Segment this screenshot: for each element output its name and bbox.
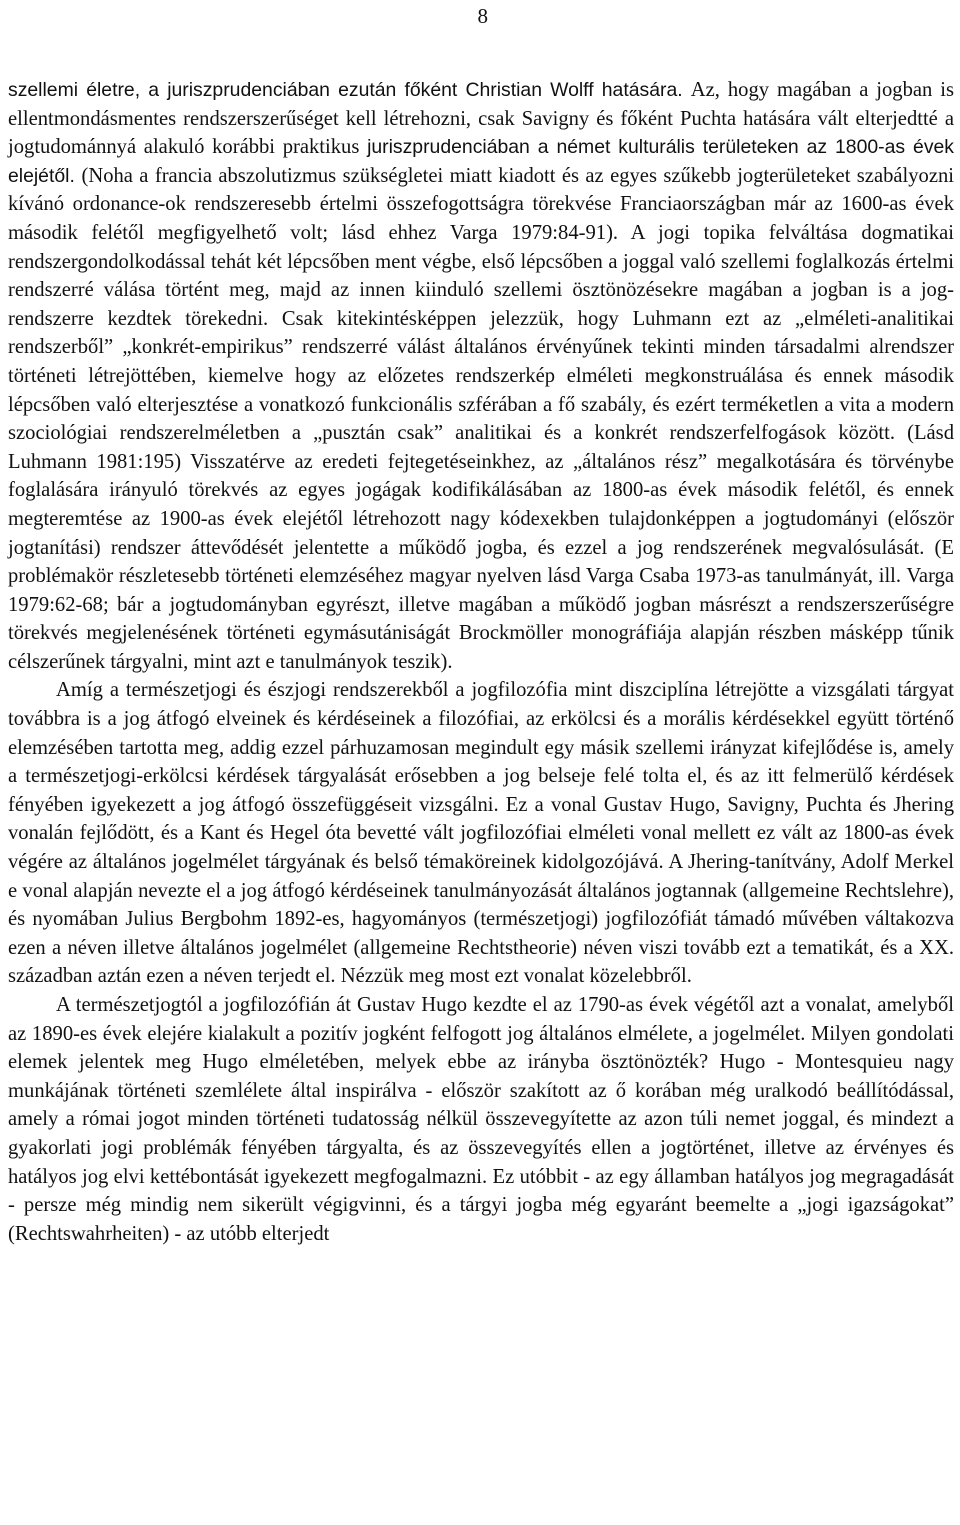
text-run: (Noha a francia abszolutizmus szükségletei miatt kiadott és az egyes szűkebb jogterületeket szabályozni kívánó ordonance-ok rendszeresebb értelmi összefogottságra törekvése Franciaországban már az 1600-as évek második felétől megfigyelhető volt; lásd ehhez Varga 1979:84-91). A jogi topika felváltása dogmatikai rendszergondolkodással tehát két lépcsőben ment végbe, első lépcsőben a joggal való szellemi foglalkozás értelmi rendszerré válása történt meg, majd az innen kiinduló szellemi ösztönözésekre magában a jogban is a jog-rendszerre kezdtek törekedni. Csak kitekintésképpen jelezzük, hogy Luhmann ezt az „elméleti-analitikai rendszerből” „konkrét-empirikus” rendszerré válást általános érvényűnek tekinti minden társadalmi alrendszer történeti létrejöttében, kiemelve hogy az előzetes rendszerkép elméleti megkonstruálása és ennek második lépcsőben való elterjesztése a vonatkozó funkcionális szférában a fő szabály, és ezért terméketlen a vita a modern szociológiai rendszerelméletben a „pusztán csak” analitikai és a konkrét rendszerfelfogások között. (Lásd Luhmann 1981:195) Visszatérve az eredeti fejtegetéseinkhez, az „általános rész” megalkotására és törvénybe foglalására irányuló törekvés az egyes jogágak kodifikálásában az 1800-as évek második felétől, és ennek megteremtése az 1900-as évek elejétől létrehozott nagy kódexekben tulajdonképpen a jogtudományi (először jogtanítási) rendszer áttevődését jelentette a működő jogba, és ezzel a jog rendszerének megvalósulását. (E problémakör részletesebb történeti elemzéséhez magyar nyelven lásd Varga Csaba 1973-as tanulmányát, ill. Varga 1979:62-68; bár a jogtudományban egyrészt, illetve magában a működő jogban másrészt a rendszerszerűségre törekvés megjelenésének történeti egymásutániságát Brockmöller monográfiája alapján részben másképp tűnik célszerűnek tárgyalni, mint azt e tanulmányok teszik). [8, 164, 954, 673]
text-run: Az, hogy magában a jogban is ellentmondásmentes rendszerszerűséget kell létrehozni, csak Savigny és főként Puchta hatására vált elterjedtté a jogtudománnyá alakuló korábbi praktikus [8, 79, 954, 159]
paragraph [8, 991, 954, 1248]
paragraph [8, 676, 954, 991]
text-run: A természetjogtól a jogfilozófián át Gustav Hugo kezdte el az 1790-as évek végétől azt a vonalat, amelyből az 1890-es évek elejére kialakult a pozitív jogként felfogott jog általános elmélete, a jogelmélet. Milyen gondolati elemek jelentek meg Hugo elméletében, melyek ebbe az irányba ösztönözték? Hugo - Montesquieu nagy munkájának történeti szemlélete által inspirálva - először szakított az ő korában még uralkodó beállítódással, amely a római jogot minden történeti tudatosság nélkül összevegyítette az azon túli nemet joggal, és mindezt a gyakorlati jogi problémák fényében tárgyalta, és az összevegyítés ellen a jogtörténet, illetve az érvényes és hatályos jog elvi kettébontását igyekezett megfogalmazni. Ez utóbbit - az egy államban hatályos jog megragadását - persze még mindig nem sikerült végigvinni, és a tárgyi jogba még egyaránt beemelte a „jogi igazságokat” (Rechtswahrheiten) - az utóbb elterjedt [8, 994, 954, 1245]
text-run: szellemi életre, a juriszprudenciában ezután főként Christian Wolff hatására. [8, 79, 691, 101]
page-content [8, 76, 954, 1248]
page-number: 8 [477, 4, 488, 28]
text-run: Amíg a természetjogi és észjogi rendszerekből a jogfilozófia mint diszciplína létrejötte a vizsgálati tárgyat továbbra is a jog átfogó elveinek és kérdéseinek a filozófiai, az erkölcsi és a morális kérdésekkel együtt történő elemzésében tartotta meg, addig ezzel párhuzamosan megindult egy másik szellemi irányzat kifejlődése is, amely a természetjogi-erkölcsi kérdések tárgyalását erősebben a jog belseje felé tolta el, és az itt felmerülő kérdések fényében igyekezett a jog átfogó összefüggéseit vizsgálni. Ez a vonal Gustav Hugo, Savigny, Puchta és Jhering vonalán fejlődött, és a Kant és Hegel óta bevetté vált jogfilozófiai elméleti vonal mellett ez vált az 1800-as évek végére az általános jogelmélet tárgyának és belső témaköreinek kidolgozójává. A Jhering-tanítvány, Adolf Merkel e vonal alapján nevezte el a jog átfogó kérdéseinek tanulmányozását általános jogtannak (allgemeine Rechtslehre), és nyomában Julius Bergbohm 1892-es, hagyományos (természetjogi) jogfilozófiát támadó művében váltakozva ezen a néven illetve általános jogelmélet (allgemeine Rechtstheorie) néven viszi tovább ezt a tematikát, és a XX. században aztán ezen a néven terjedt el. Nézzük meg most ezt vonalat közelebbről. [8, 679, 954, 988]
paragraph [8, 76, 954, 676]
text-run: juriszprudenciában a német kulturális területeken az 1800-as évek elejétől. [8, 136, 954, 187]
